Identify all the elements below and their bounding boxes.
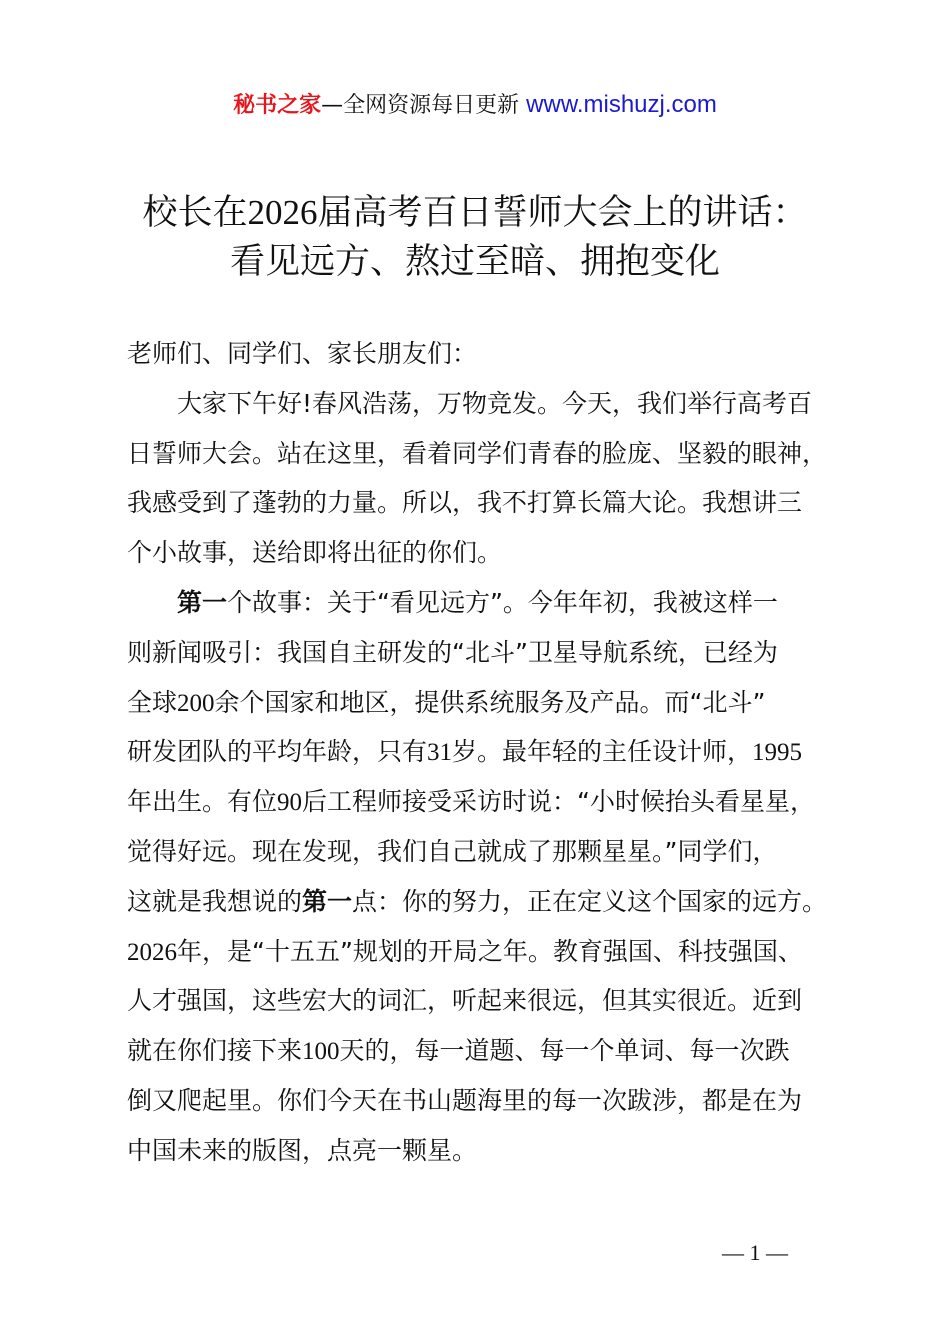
- bold-text: 第一: [302, 886, 353, 916]
- text-segment: 点：你的努力，正在定义这个国家的远方。: [352, 886, 828, 916]
- text-line: [127, 1136, 477, 1166]
- text-segment: 日誓师大会。站在这里，看着同学们青春的脸庞、坚毅的眼神，: [127, 438, 828, 468]
- text-segment: 则新闻吸引：我国自主研发的“北斗”卫星导航系统，已经为: [127, 637, 778, 667]
- text-segment: 觉得好远。现在发现，我们自己就成了那颗星星。”同学们，: [127, 837, 778, 866]
- text-line: [127, 439, 827, 469]
- page-number: — 1 —: [722, 1240, 788, 1265]
- text-line: [127, 339, 477, 369]
- text-segment: 研发团队的平均年龄，只有31岁。最年轻的主任设计师，1995: [127, 737, 803, 767]
- text-segment: [127, 588, 177, 617]
- text-line: [127, 638, 778, 668]
- text-segment: 年出生。有位90后工程师接受采访时说：“小时候抬头看星星，: [127, 787, 815, 817]
- text-segment: 这就是我想说的: [127, 886, 303, 916]
- text-line: [127, 837, 777, 867]
- text-segment: 人才强国，这些宏大的词汇，听起来很远，但其实很近。近到: [127, 986, 803, 1016]
- site-url[interactable]: www.mishuzj.com: [526, 91, 717, 118]
- text-segment: 全球200余个国家和地区，提供系统服务及产品。而“北斗”: [127, 687, 766, 717]
- site-header: [0, 88, 950, 119]
- text-segment: 大家下午好!春风浩荡，万物竞发。今天，我们举行高考百: [127, 388, 813, 418]
- text-segment: 个小故事，送给即将出征的你们。: [127, 538, 503, 568]
- text-segment: 个故事：关于“看见远方”。今年年初，我被这样一: [227, 588, 778, 617]
- document-title-line-1: 校长在2026届高考百日誓师大会上的讲话：: [142, 193, 808, 233]
- document-title-line-2: 看见远方、熬过至暗、拥抱变化: [229, 242, 720, 282]
- text-segment: 中国未来的版图，点亮一颗星。: [127, 1135, 478, 1165]
- text-segment: 就在你们接下来100天的，每一道题、每一个单词、每一次跌: [127, 1036, 790, 1066]
- text-line: [127, 1086, 802, 1116]
- bold-text: 第一: [177, 588, 228, 617]
- text-segment: 老师们、同学们、家长朋友们：: [127, 339, 478, 368]
- text-line: [127, 688, 765, 718]
- text-line: [127, 588, 778, 618]
- text-line: [127, 389, 812, 419]
- text-line: [127, 937, 803, 967]
- text-line: [127, 488, 802, 518]
- text-segment: 倒又爬起里。你们今天在书山题海里的每一次跋涉，都是在为: [127, 1086, 803, 1115]
- text-segment: 我感受到了蓬勃的力量。所以，我不打算长篇大论。我想讲三: [127, 488, 803, 518]
- text-line: [127, 1036, 790, 1066]
- text-line: [127, 737, 802, 767]
- text-segment: 2026年，是“十五五”规划的开局之年。教育强国、科技强国、: [127, 936, 803, 966]
- text-line: [127, 538, 502, 568]
- text-line: [127, 887, 827, 917]
- brand-name: 秘书之家: [233, 93, 322, 118]
- text-line: [127, 787, 815, 817]
- header-tagline: —全网资源每日更新: [321, 93, 527, 118]
- text-line: [127, 986, 802, 1016]
